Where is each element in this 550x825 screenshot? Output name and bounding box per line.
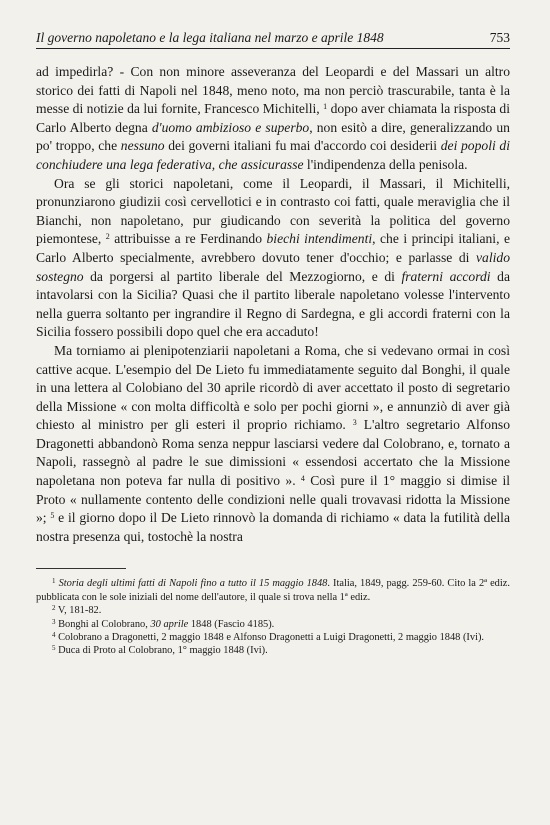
body-text [36,63,510,546]
footnote [36,604,510,617]
running-header [36,30,510,49]
footnote-ref: 3 [52,617,56,626]
text-run: attribuisse a re Ferdinando [109,231,267,247]
text-run: , che i principi italiani, e Carlo Alberto specialmente, avrebbero dovuto tener d'occhio; e parlasse di [36,231,510,265]
footnote-ref: 1 [323,102,328,112]
italic-text: 30 aprile [150,618,189,630]
footnote-divider [36,568,126,569]
text-run: . Italia, 1849, pagg. 259-60. Cito la 2ª ediz. pubblicata con le sole iniziali del nome dell'autore, il quale si trova nella 1ª ediz. [36,578,510,603]
text-run: Ora se gli storici napoletani, come il Leopardi, il Massari, il Michitelli, pronunziarono giudizii così cervellotici e in contrasto coi fatti, quale meraviglia che il Bianchi, non napoletano, pur giudicando con severità la politica del governo piemontese, [36,175,510,247]
italic-text: fraterni accordi [401,268,491,284]
text-run: Bonghi al Colobrano, [55,618,151,630]
text-run: L'altro segretario Alfonso Dragonetti abbandonò Roma senza neppur lasciarsi vedere dal Colobrano, e, tornato a Napoli, rassegnò al padre le sue dimissioni « essendosi accertato che la Missione napoletana non poteva far nulla di positivo ». [36,417,510,489]
text-run: l'indipendenza della penisola. [303,156,468,172]
footnotes [36,577,510,657]
text-run: dopo aver chiamata la risposta di Carlo Alberto degna [36,101,511,135]
italic-text: biechi intendimenti [266,231,373,247]
footnote-ref: 5 [50,511,55,521]
footnote-ref: 4 [52,631,56,640]
text-run: , non esitò a dire, generalizzando un po' troppo, che [36,119,510,154]
text-run: da intavolarsi con la Sicilia? Quasi che il partito liberale napoletano volesse l'intervento nella guerra soltanto per ingrandire il Regno di Sardegna, e gli accordi fraterni con la Sicilia fossero possibili dopo quel che era accaduto! [36,268,510,340]
italic-text: valido sostegno [36,249,510,284]
text-run: Colobrano a Dragonetti, 2 maggio 1848 e Alfonso Dragonetti a Luigi Dragonetti, 2 maggio 1848 (Ivi). [55,632,485,644]
footnote-ref: 1 [52,577,56,586]
italic-text: dei popoli di conchiudere una lega federativa, che assicurasse [36,138,510,172]
text-run: Duca di Proto al Colobrano, 1° maggio 1848 (Ivi). [55,645,268,657]
text-run: V, 181-82. [55,605,102,617]
paragraph [36,63,510,175]
text-run: 1848 (Fascio 4185). [188,618,275,630]
italic-text: nessuno [120,138,165,154]
paragraph [36,342,510,547]
footnote-ref: 3 [352,418,357,428]
footnote [36,577,510,604]
footnote [36,644,510,657]
footnote-ref: 2 [105,232,110,242]
footnote-ref: 2 [52,604,56,613]
text-run: Così pure il 1° maggio si dimise il Proto « nullamente contento delle condizioni nelle quali trovavasi ridotta la Missione »; [36,473,510,526]
text-run: da porgersi al partito liberale del Mezzogiorno, e di [83,268,402,284]
paragraph [36,175,510,342]
text-run: dei governi italiani fu mai d'accordo coi desiderii [164,138,441,154]
text-run: Ma torniamo ai plenipotenziarii napoletani a Roma, che si vedevano ormai in così cattive acque. L'esempio del De Lieto fu immediatamente seguito dal Bonghi, il quale in una lettera al Colobiano del 30 aprile ricordò di aver accettato il posto di segretario della Missione « con molta difficoltà e solo per pochi giorni », e annunziò di aver già chiesto al ministro per gli esteri il proprio richiamo. [36,342,510,433]
italic-text: Storia degli ultimi fatti di Napoli fino a tutto il 15 maggio 1848 [58,578,328,590]
footnote [36,631,510,644]
running-title: Il governo napoletano e la lega italiana nel marzo e aprile 1848 [36,30,384,45]
text-run: e il giorno dopo il De Lieto rinnovò la domanda di richiamo « data la futilità della nostra presenza qui, tostochè la nostra [36,510,510,544]
footnote-ref: 4 [300,474,305,484]
text-run: ad impedirla? - Con non minore asseveranza del Leopardi e del Massari un altro storico dei fatti di Napoli nel 1848, meno noto, ma non perciò trascurabile, tanta è la messe di notizie da lui fornite, Francesco Michitelli, [36,64,510,117]
page-number: 753 [489,30,510,45]
footnote-ref: 5 [52,644,56,653]
footnote [36,618,510,631]
italic-text: d'uomo ambizioso e superbo [151,119,310,135]
